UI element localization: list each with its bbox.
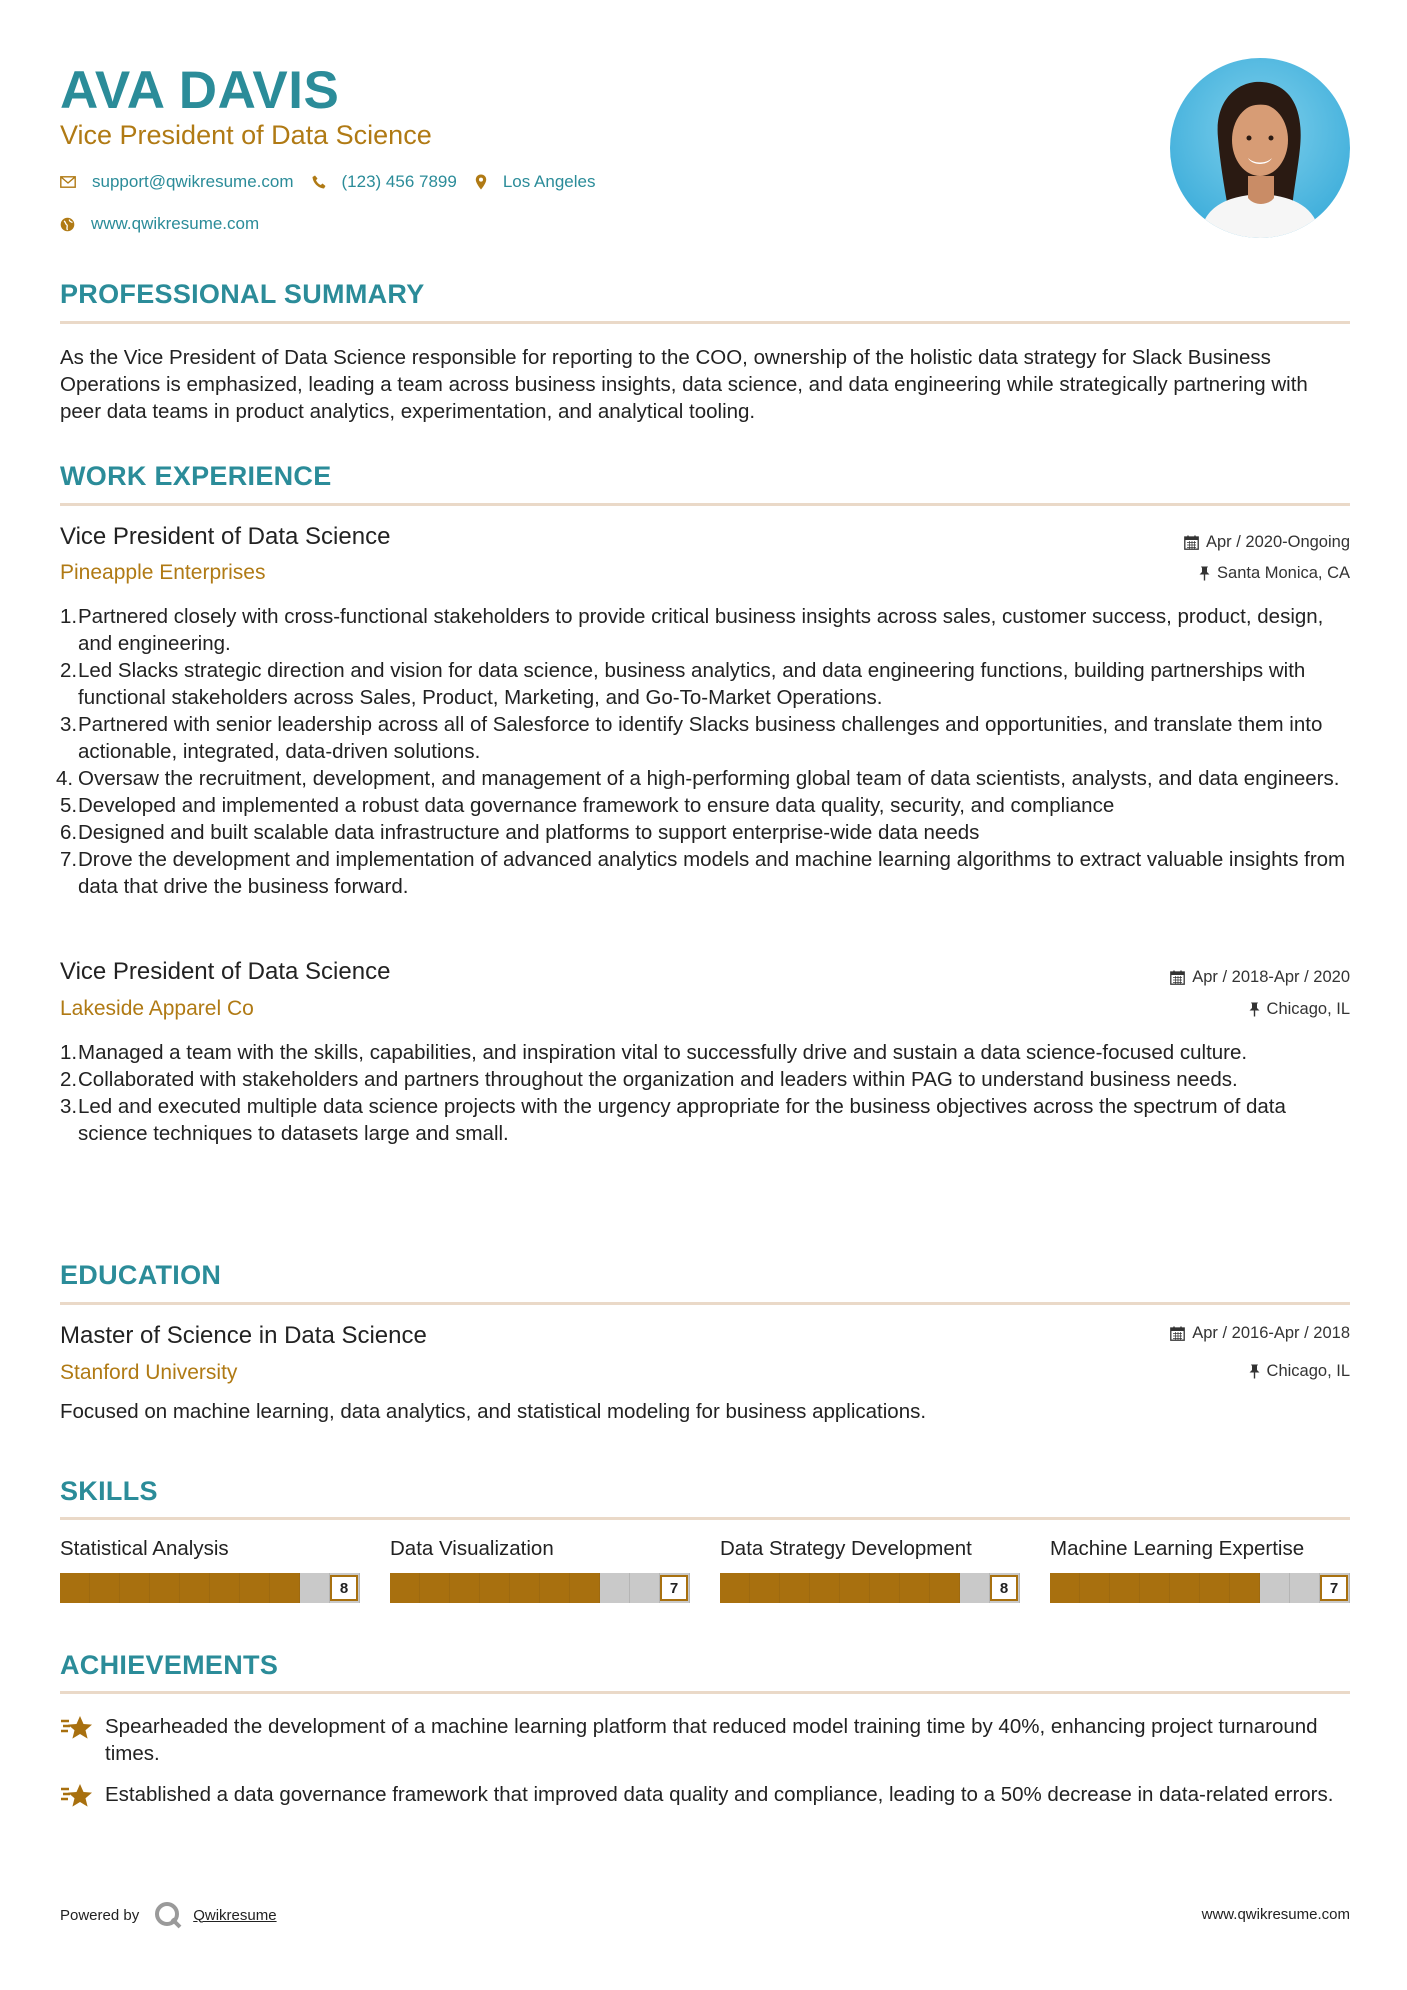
powered-by-label: Powered by bbox=[60, 1906, 140, 1924]
website-item[interactable] bbox=[60, 214, 259, 234]
job-dates bbox=[1184, 533, 1350, 552]
education-description: Focused on machine learning, data analytics, and statistical modeling for business applications. bbox=[60, 1400, 927, 1423]
job-title: Vice President of Data Science bbox=[60, 958, 391, 985]
skills-divider bbox=[60, 1517, 1350, 1520]
skill-bar-segment bbox=[1230, 1573, 1260, 1603]
education-location bbox=[1249, 1362, 1350, 1381]
skill-item bbox=[1050, 1537, 1350, 1603]
skill-bar-segment bbox=[420, 1573, 450, 1603]
skill-bar bbox=[390, 1573, 690, 1603]
phone-text: (123) 456 7899 bbox=[341, 172, 457, 191]
skill-bar-segment bbox=[480, 1573, 510, 1603]
education-heading: EDUCATION bbox=[60, 1260, 222, 1290]
achievement-text: Established a data governance framework that improved data quality and compliance, leading to a 50% decrease in data-related errors. bbox=[105, 1783, 1334, 1806]
job-dates-text: Apr / 2020-Ongoing bbox=[1205, 533, 1350, 551]
skill-bar-segment bbox=[900, 1573, 930, 1603]
map-pin-icon bbox=[475, 174, 487, 190]
education-divider bbox=[60, 1302, 1350, 1305]
skill-bar-segment bbox=[840, 1573, 870, 1603]
skill-bar-segment bbox=[1200, 1573, 1230, 1603]
globe-icon bbox=[60, 217, 75, 232]
company-name: Pineapple Enterprises bbox=[60, 561, 266, 584]
list-item: 2. Collaborated with stakeholders and partners throughout the organization and leaders within PAG to understand business needs. bbox=[60, 1068, 1238, 1091]
list-item: 3. Led and executed multiple data science projects with the urgency appropriate for the business objectives across the spectrum of data science techniques to datasets large and small. bbox=[60, 1095, 1286, 1145]
skill-bar-segment bbox=[1290, 1573, 1320, 1603]
star-icon bbox=[60, 1783, 94, 1809]
company-name: Lakeside Apparel Co bbox=[60, 997, 254, 1020]
achievement-item bbox=[60, 1781, 1350, 1814]
list-item: 4. Oversaw the recruitment, development, and management of a high-performing global team of data scientists, analysts, and data engineers. bbox=[56, 767, 1340, 790]
skill-item bbox=[60, 1537, 360, 1603]
skill-bar-segment bbox=[270, 1573, 300, 1603]
skill-bar-segment bbox=[180, 1573, 210, 1603]
skill-bar bbox=[720, 1573, 1020, 1603]
pushpin-icon bbox=[1199, 566, 1210, 581]
skill-bar-segment bbox=[1260, 1573, 1290, 1603]
skill-rating: 8 bbox=[330, 1575, 358, 1601]
list-item: 1. Managed a team with the skills, capabilities, and inspiration vital to successfully drive and sustain a data science-focused culture. bbox=[60, 1041, 1248, 1064]
skill-rating: 8 bbox=[990, 1575, 1018, 1601]
skill-bar-segment bbox=[90, 1573, 120, 1603]
skill-bar bbox=[60, 1573, 360, 1603]
skill-bar-segment bbox=[540, 1573, 570, 1603]
list-item: 7. Drove the development and implementation of advanced analytics models and machine learning algorithms to extract valuable insights from data that drive the business forward. bbox=[60, 848, 1346, 898]
skill-rating: 7 bbox=[660, 1575, 688, 1601]
skill-bar-segment bbox=[510, 1573, 540, 1603]
pushpin-icon bbox=[1249, 1364, 1260, 1379]
job-responsibilities bbox=[60, 1039, 1350, 1147]
job-location bbox=[1249, 1000, 1350, 1019]
degree-title: Master of Science in Data Science bbox=[60, 1322, 427, 1349]
skill-item bbox=[390, 1537, 690, 1603]
skill-rating: 7 bbox=[1320, 1575, 1348, 1601]
summary-divider bbox=[60, 321, 1350, 324]
job-dates bbox=[1170, 968, 1350, 987]
education-location-text: Chicago, IL bbox=[1266, 1362, 1350, 1380]
job-title: Vice President of Data Science bbox=[60, 523, 391, 550]
qwikresume-logo-icon bbox=[153, 1900, 183, 1930]
calendar-icon bbox=[1170, 970, 1185, 985]
skill-bar-segment bbox=[810, 1573, 840, 1603]
skill-bar-segment bbox=[120, 1573, 150, 1603]
job-responsibilities bbox=[56, 603, 1350, 900]
skills-heading: SKILLS bbox=[60, 1476, 158, 1506]
candidate-name: AVA DAVIS bbox=[60, 61, 340, 120]
skill-name: Machine Learning Expertise bbox=[1050, 1537, 1305, 1560]
skill-bar-segment bbox=[630, 1573, 660, 1603]
location-item bbox=[475, 172, 596, 192]
resume-page bbox=[56, 0, 1350, 1990]
achievement-text: Spearheaded the development of a machine learning platform that reduced model training time by 40%, enhancing project turnaround times. bbox=[105, 1715, 1318, 1765]
summary-text: As the Vice President of Data Science responsible for reporting to the COO, ownership of the holistic data strategy for Slack Business Operations is emphasized, leading a team across business insights, data science, and data engineering while strategically partnering with peer data teams in product analytics, experimentation, and analytical tooling. bbox=[60, 346, 1308, 423]
achievement-item bbox=[60, 1713, 1350, 1767]
star-icon bbox=[60, 1715, 94, 1741]
skill-bar-segment bbox=[1110, 1573, 1140, 1603]
skill-bar-segment bbox=[210, 1573, 240, 1603]
skill-bar-segment bbox=[870, 1573, 900, 1603]
list-item: 2. Led Slacks strategic direction and vision for data science, business analytics, and data engineering functions, building partnerships with functional stakeholders across Sales, Product, Marketing, and Go-To-Market Operations. bbox=[60, 659, 1306, 709]
skill-bar-segment bbox=[930, 1573, 960, 1603]
skill-bar-segment bbox=[60, 1573, 90, 1603]
job-location-text: Santa Monica, CA bbox=[1217, 564, 1350, 582]
education-dates-text: Apr / 2016-Apr / 2018 bbox=[1192, 1324, 1350, 1342]
skill-bar-segment bbox=[240, 1573, 270, 1603]
job-dates-text: Apr / 2018-Apr / 2020 bbox=[1192, 968, 1350, 986]
profile-photo bbox=[1170, 58, 1350, 238]
achievements-divider bbox=[60, 1691, 1350, 1694]
skill-bar-segment bbox=[150, 1573, 180, 1603]
contact-row bbox=[60, 172, 613, 192]
experience-heading: WORK EXPERIENCE bbox=[60, 461, 332, 491]
skill-name: Data Visualization bbox=[390, 1537, 554, 1560]
skill-bar bbox=[1050, 1573, 1350, 1603]
skill-bar-segment bbox=[600, 1573, 630, 1603]
school-name: Stanford University bbox=[60, 1361, 238, 1384]
footer-powered-by bbox=[60, 1900, 277, 1930]
skill-bar-segment bbox=[1170, 1573, 1200, 1603]
skill-bar-segment bbox=[1050, 1573, 1080, 1603]
skill-bar-segment bbox=[570, 1573, 600, 1603]
email-item[interactable] bbox=[60, 172, 294, 192]
candidate-title: Vice President of Data Science bbox=[60, 120, 432, 150]
footer-website[interactable]: www.qwikresume.com bbox=[1201, 1906, 1350, 1923]
list-item: 5. Developed and implemented a robust data governance framework to ensure data quality, security, and compliance bbox=[60, 794, 1115, 817]
experience-divider bbox=[60, 503, 1350, 506]
phone-item[interactable] bbox=[312, 172, 457, 192]
skill-name: Statistical Analysis bbox=[60, 1537, 229, 1560]
list-item: 6. Designed and built scalable data infrastructure and platforms to support enterprise-wide data needs bbox=[60, 821, 980, 844]
job-location bbox=[1199, 564, 1350, 583]
achievements-heading: ACHIEVEMENTS bbox=[60, 1650, 279, 1680]
skill-bar-segment bbox=[390, 1573, 420, 1603]
skill-bar-segment bbox=[960, 1573, 990, 1603]
job-location-text: Chicago, IL bbox=[1266, 1000, 1350, 1018]
website-text: www.qwikresume.com bbox=[91, 214, 260, 233]
skill-bar-segment bbox=[1140, 1573, 1170, 1603]
skill-bar-segment bbox=[300, 1573, 330, 1603]
phone-icon bbox=[312, 175, 326, 189]
list-item: 1. Partnered closely with cross-functional stakeholders to provide critical business insights across sales, customer success, product, design, and engineering. bbox=[60, 605, 1324, 655]
summary-heading: PROFESSIONAL SUMMARY bbox=[60, 279, 425, 309]
qwikresume-link[interactable]: Qwikresume bbox=[193, 1906, 277, 1924]
calendar-icon bbox=[1184, 535, 1199, 550]
envelope-icon bbox=[60, 176, 76, 188]
location-text: Los Angeles bbox=[502, 172, 596, 191]
calendar-icon bbox=[1170, 1326, 1185, 1341]
education-dates bbox=[1170, 1324, 1350, 1343]
email-text: support@qwikresume.com bbox=[92, 172, 294, 191]
website-row bbox=[60, 214, 277, 234]
skill-bar-segment bbox=[1080, 1573, 1110, 1603]
skill-bar-segment bbox=[780, 1573, 810, 1603]
skill-bar-segment bbox=[720, 1573, 750, 1603]
list-item: 3. Partnered with senior leadership across all of Salesforce to identify Slacks business challenges and opportunities, and translate them into actionable, integrated, data-driven solutions. bbox=[60, 713, 1323, 763]
skill-bar-segment bbox=[750, 1573, 780, 1603]
skill-name: Data Strategy Development bbox=[720, 1537, 972, 1560]
skill-bar-segment bbox=[450, 1573, 480, 1603]
profile-portrait-icon bbox=[1170, 58, 1350, 238]
skill-item bbox=[720, 1537, 1020, 1603]
pushpin-icon bbox=[1249, 1002, 1260, 1017]
